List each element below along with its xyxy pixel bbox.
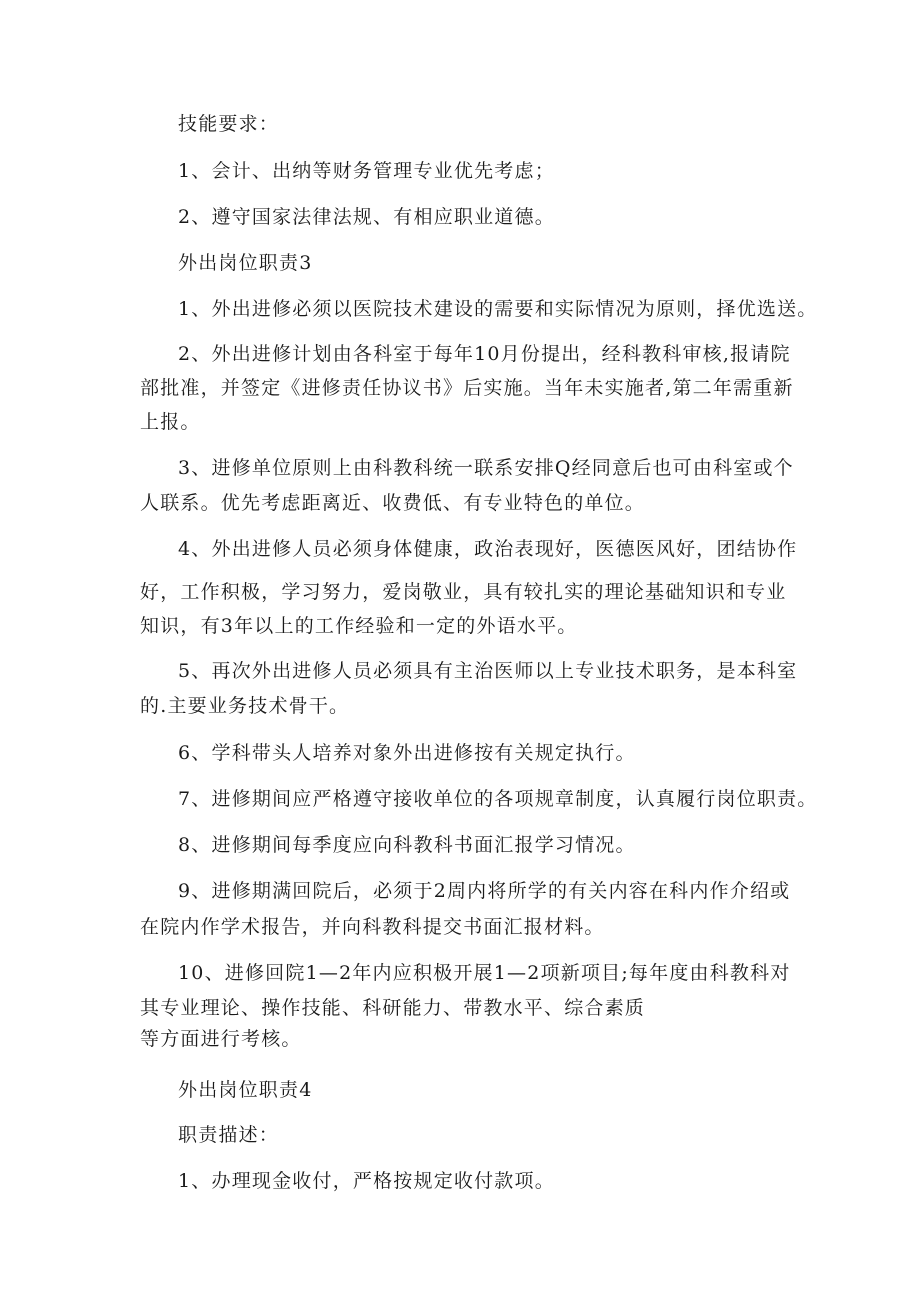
paragraph-line: 2、外出进修计划由各科室于每年10月份提出，经科教科审核,报请院 <box>178 343 791 365</box>
paragraph-line: 在院内作学术报告，并向科教科提交书面汇报材料。 <box>140 916 605 938</box>
paragraph-line: 1、外出进修必须以医院技术建设的需要和实际情况为原则，择优选送。 <box>178 298 818 320</box>
paragraph-line: 的.主要业务技术骨干。 <box>140 695 350 717</box>
paragraph-line: 10、进修回院1—2年内应积极开展1—2项新项目;每年度由科教科对 <box>178 962 791 984</box>
section-heading-3: 外出岗位职责3 <box>178 252 313 274</box>
paragraph-line: 9、进修期满回院后，必须于2周内将所学的有关内容在科内作介绍或 <box>178 880 791 902</box>
paragraph-line: 知识，有3年以上的工作经验和一定的外语水平。 <box>140 615 578 637</box>
skill-requirements-heading: 技能要求： <box>178 113 280 135</box>
paragraph-line: 好，工作积极，学习努力，爱岗敬业，具有较扎实的理论基础知识和专业 <box>140 581 787 603</box>
paragraph-line: 7、进修期间应严格遵守接收单位的各项规章制度，认真履行岗位职责。 <box>178 788 818 810</box>
paragraph-line: 3、进修单位原则上由科教科统一联系安排Q经同意后也可由科室或个 <box>178 457 794 479</box>
paragraph-line: 部批准，并签定《进修责任协议书》后实施。当年未实施者,第二年需重新 <box>140 377 794 399</box>
paragraph-line: 5、再次外出进修人员必须具有主治医师以上专业技术职务，是本科室 <box>178 660 798 682</box>
paragraph-line: 4、外出进修人员必须身体健康，政治表现好，医德医风好，团结协作 <box>178 538 798 560</box>
duty-description-heading: 职责描述： <box>178 1124 280 1146</box>
paragraph-line: 8、进修期间每季度应向科教科书面汇报学习情况。 <box>178 834 636 856</box>
paragraph-line: 等方面进行考核。 <box>140 1028 302 1050</box>
paragraph-line: 人联系。优先考虑距离近、收费低、有专业特色的单位。 <box>140 492 646 514</box>
paragraph-line: 2、遵守国家法律法规、有相应职业道德。 <box>178 206 555 228</box>
paragraph-line: 1、会计、出纳等财务管理专业优先考虑； <box>178 160 555 182</box>
paragraph-line: 6、学科带头人培养对象外出进修按有关规定执行。 <box>178 742 636 764</box>
paragraph-line: 其专业理论、操作技能、科研能力、带教水平、综合素质 <box>140 997 646 1019</box>
paragraph-line: 上报。 <box>140 411 201 433</box>
paragraph-line: 1、办理现金收付，严格按规定收付款项。 <box>178 1170 555 1192</box>
section-heading-4: 外出岗位职责4 <box>178 1079 313 1101</box>
